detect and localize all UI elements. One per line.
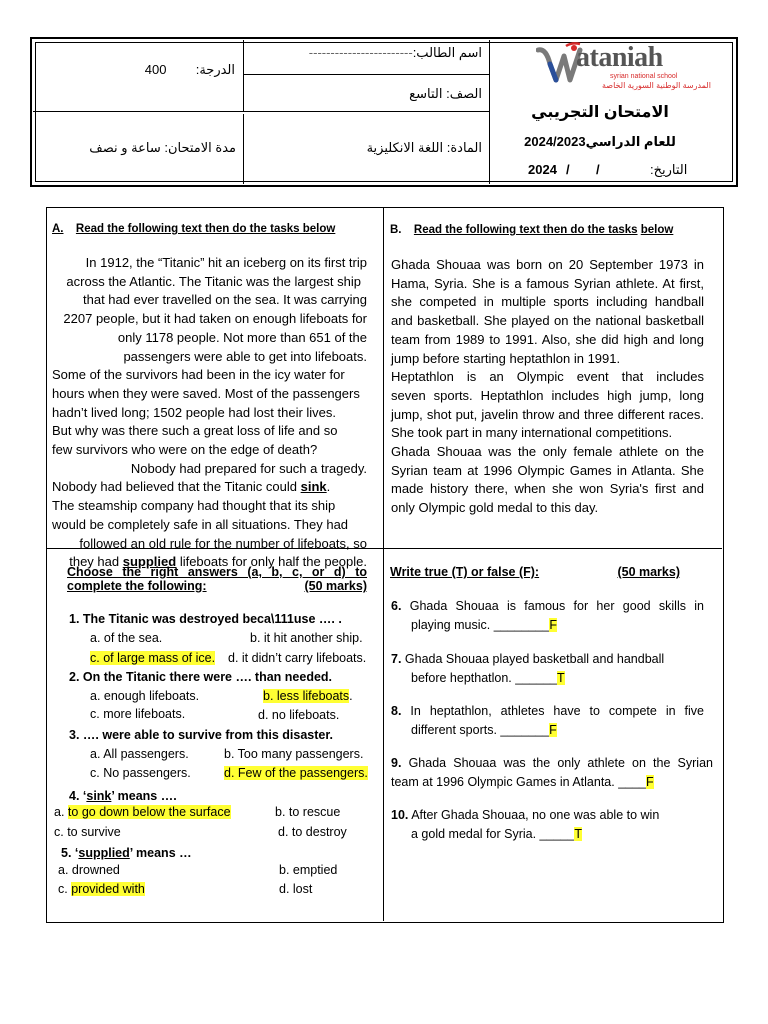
tf-answer: F [549,618,557,632]
passage-line: Syrian team at 1996 Olympic Games in Atlanta. She [391,462,704,478]
student-name-line: ------------------------ [308,45,413,60]
passage-line: Some of the survivors had been in the icy water for [52,367,345,383]
duration-field [40,140,236,156]
question-stem: 3. …. were able to survive from this disaster. [69,728,333,742]
answer-option: d. no lifeboats. [258,708,340,722]
answer-option: c. more lifeboats. [90,707,186,721]
tf-statement: Ghada Shouaa was the only athlete on the Syrian [408,756,713,770]
question-number: 5. ‘ [61,846,79,860]
passage-line: would be completely safe in all situations. They had [52,516,349,532]
date-year: 2024 [528,162,557,177]
tf-marks: (50 marks) [617,565,680,579]
section-a-heading [52,223,382,235]
date-label: التاريخ: [650,162,688,177]
passage-line: across the Atlantic. The Titanic was the largest ship [66,273,361,289]
header-divider [243,114,244,184]
question-stem-rest: ’ means …. [111,789,177,803]
answer-blank: ______ [515,671,557,685]
passage-line: only Olympic gold medal to this day. [391,500,599,516]
question-number: 4. ‘ [69,789,87,803]
tf-number: 7. [391,652,402,666]
passage-line: made history there, when she won Syria's first and [391,481,704,497]
logo-subtitle-ar: المدرسة الوطنية السورية الخاصة [602,81,711,90]
passage-line: 2207 people, but it had taken on enough lifeboats for [63,311,367,327]
answer-option: a. enough lifeboats. [90,689,200,703]
passage-line: few survivors who were on the edge of death? [52,442,318,458]
tf-answer: F [549,723,557,737]
tf-item [391,650,704,688]
tf-statement: After Ghada Shouaa, no one was able to win [411,808,660,822]
answer-option-text: to go down below the surface [67,805,231,819]
logo-word: ataniah [576,42,663,73]
class-field [250,86,482,102]
passage-line: The steamship company had thought that its ship [52,498,336,514]
passage-line: only 1178 people. Not more than 651 of the [117,329,367,345]
subject-field [250,140,482,156]
tf-statement: playing music. [411,618,491,632]
passage-line: jump before starting heptathlon in 1991. [391,350,621,366]
answer-option: c. to survive [54,825,121,839]
answer-option-selected [58,882,145,896]
class-value: التاسع [409,86,443,101]
student-name-field [250,45,482,61]
passage-line: Nobody had prepared for such a tragedy. [130,460,367,476]
tf-answer: F [646,775,654,789]
section-b-title: Read the following text then do the tasks [413,224,638,236]
section-a-passage [52,254,367,572]
answer-option: a. drowned [58,863,120,877]
mcq-marks: (50 marks) [304,579,367,593]
school-logo [536,42,714,92]
answer-letter: a. [54,805,65,819]
grade-value: 400 [144,62,167,77]
section-a-title: Read the following text then do the tasks below [75,223,336,235]
answer-blank: ____ [618,775,647,789]
passage-line: In 1912, the “Titanic” hit an iceberg on its first trip [85,255,367,270]
passage-line-text: Nobody had believed that the Titanic could [52,479,298,495]
tf-instruction-text: Write true (T) or false (F): [390,565,540,579]
answer-option-selected: d. Few of the passengers. [224,766,368,780]
tf-statement: before hepthatlon. [411,671,512,685]
tf-number: 9. [391,756,402,770]
section-b-letter: B. [390,224,402,236]
academic-year [500,134,700,150]
subject-value: اللغة الانكليزية [366,140,444,155]
mcq-instruction-text: complete the following: [67,579,207,593]
answer-option: a. All passengers. [90,747,189,761]
answer-blank: _______ [500,723,550,737]
tf-statement: different sports. [411,723,497,737]
keyword-sink: sink [300,479,327,495]
answer-option: c. No passengers. [90,766,191,780]
keyword-supplied: supplied [122,554,177,570]
answer-option-text: b. less lifeboats [263,689,350,703]
question-stem: 2. On the Titanic there were …. than needed. [69,670,333,684]
academic-year-label: للعام الدراسي [585,134,676,149]
tf-item [391,702,704,740]
student-name-label: اسم الطالب: [412,45,482,60]
answer-option: d. it didn’t carry lifeboats. [228,651,367,665]
class-label: الصف: [446,86,482,101]
passage-line: and basketball. She played on the national basketball [391,313,704,329]
header-divider [243,40,244,112]
passage-line: jump, shot put, javelin throw and three different races. [391,406,704,422]
duration-label: مدة الامتحان: [164,140,236,155]
tf-item [391,754,713,792]
tf-number: 8. [391,704,402,718]
date-sep: / [596,162,600,177]
tf-number: 10. [391,808,409,822]
academic-year-value: 2024/2023 [524,134,586,149]
tf-statement: a gold medal for Syria. [411,827,537,841]
question-stem-rest: ’ means … [129,846,192,860]
grid-divider [383,207,384,921]
answer-option-text: provided with [71,882,145,896]
section-b-heading [390,224,720,236]
mcq-instructions [67,565,367,593]
question-stem: 1. The Titanic was destroyed beca\111use …. . [69,612,342,626]
header-divider [33,111,489,112]
section-a-letter: A. [52,223,64,235]
passage-line: hadn’t lived long; 1502 people had lost their lives. [52,404,337,420]
passage-line: Ghada Shouaa was the only female athlete on the [391,444,704,460]
passage-line: She took part in many international competitions. [391,425,673,441]
passage-line: Nobody had believed that the Titanic could sink. [52,479,331,495]
answer-option: d. lost [279,882,313,896]
section-b-passage [391,256,704,518]
answer-letter: c. [58,882,68,896]
subject-label: المادة: [446,140,482,155]
tf-answer: T [574,827,582,841]
tf-item [391,597,704,635]
answer-option-selected [263,689,353,703]
exam-title: الامتحان التجريبي [531,104,669,121]
passage-line: followed an old rule for the number of lifeboats, so [79,535,367,551]
tf-answer: T [556,671,565,685]
header-divider [243,74,489,75]
mcq-instruction-line [67,579,367,593]
passage-line: Ghada Shouaa was born on 20 September 1973 in [391,257,704,272]
grade-label: الدرجة: [195,62,235,77]
answer-option-tail: . [349,689,353,703]
passage-line: team from 1989 to 1991. Also, she did high and long [391,331,704,347]
duration-value: ساعة و نصف [89,140,161,155]
passage-line: seven sports. Heptathlon includes high jump, long [391,387,704,403]
answer-option: b. emptied [279,863,338,877]
answer-option: b. Too many passengers. [224,747,364,761]
date-sep: / [566,162,570,177]
exam-date [500,162,700,180]
answer-option-selected: c. of large mass of ice. [90,651,216,665]
mcq-instruction-line: Choose the right answers (a, b, c, or d) to [67,565,367,579]
question-stem [69,789,177,803]
grade-field [100,62,235,78]
tf-statement: In heptathlon, athletes have to compete in five [410,704,704,718]
tf-statement: Ghada Shouaa is famous for her good skills in [409,599,704,613]
answer-option: a. of the sea. [90,631,163,645]
passage-line: passengers were able to get into lifeboats. [123,348,367,364]
passage-line: she competed in multiple sports including handball [391,294,704,310]
question-keyword: sink [86,789,112,803]
question-stem [61,846,192,860]
answer-option-selected [54,805,231,819]
answer-blank: _____ [539,827,575,841]
question-keyword: supplied [78,846,130,860]
answer-option: d. to destroy [278,825,347,839]
passage-line: that had ever travelled on the sea. It was carrying [83,292,367,308]
passage-line-text: lifeboats for only half the people. [179,554,367,570]
passage-line: Hama, Syria. She is a famous Syrian athlete. At first, [391,275,704,291]
tf-item [391,806,704,844]
tf-statement: team at 1996 Olympic Games in Atlanta. [391,775,615,789]
passage-line: But why was there such a great loss of life and so [52,423,338,439]
tf-number: 6. [391,599,402,613]
answer-blank: ________ [493,618,550,632]
passage-line: Heptathlon is an Olympic event that includes [391,369,704,385]
section-b-title-tail: below [640,224,674,236]
passage-line-text: they had [69,554,120,570]
tf-instructions [390,565,680,579]
answer-option: b. to rescue [275,805,341,819]
logo-subtitle-en: syrian national school [610,73,678,80]
passage-line: hours when they were saved. Most of the passengers [52,385,360,401]
header-divider [489,40,490,184]
tf-statement: Ghada Shouaa played basketball and handball [404,652,665,666]
answer-option: b. it hit another ship. [250,631,363,645]
